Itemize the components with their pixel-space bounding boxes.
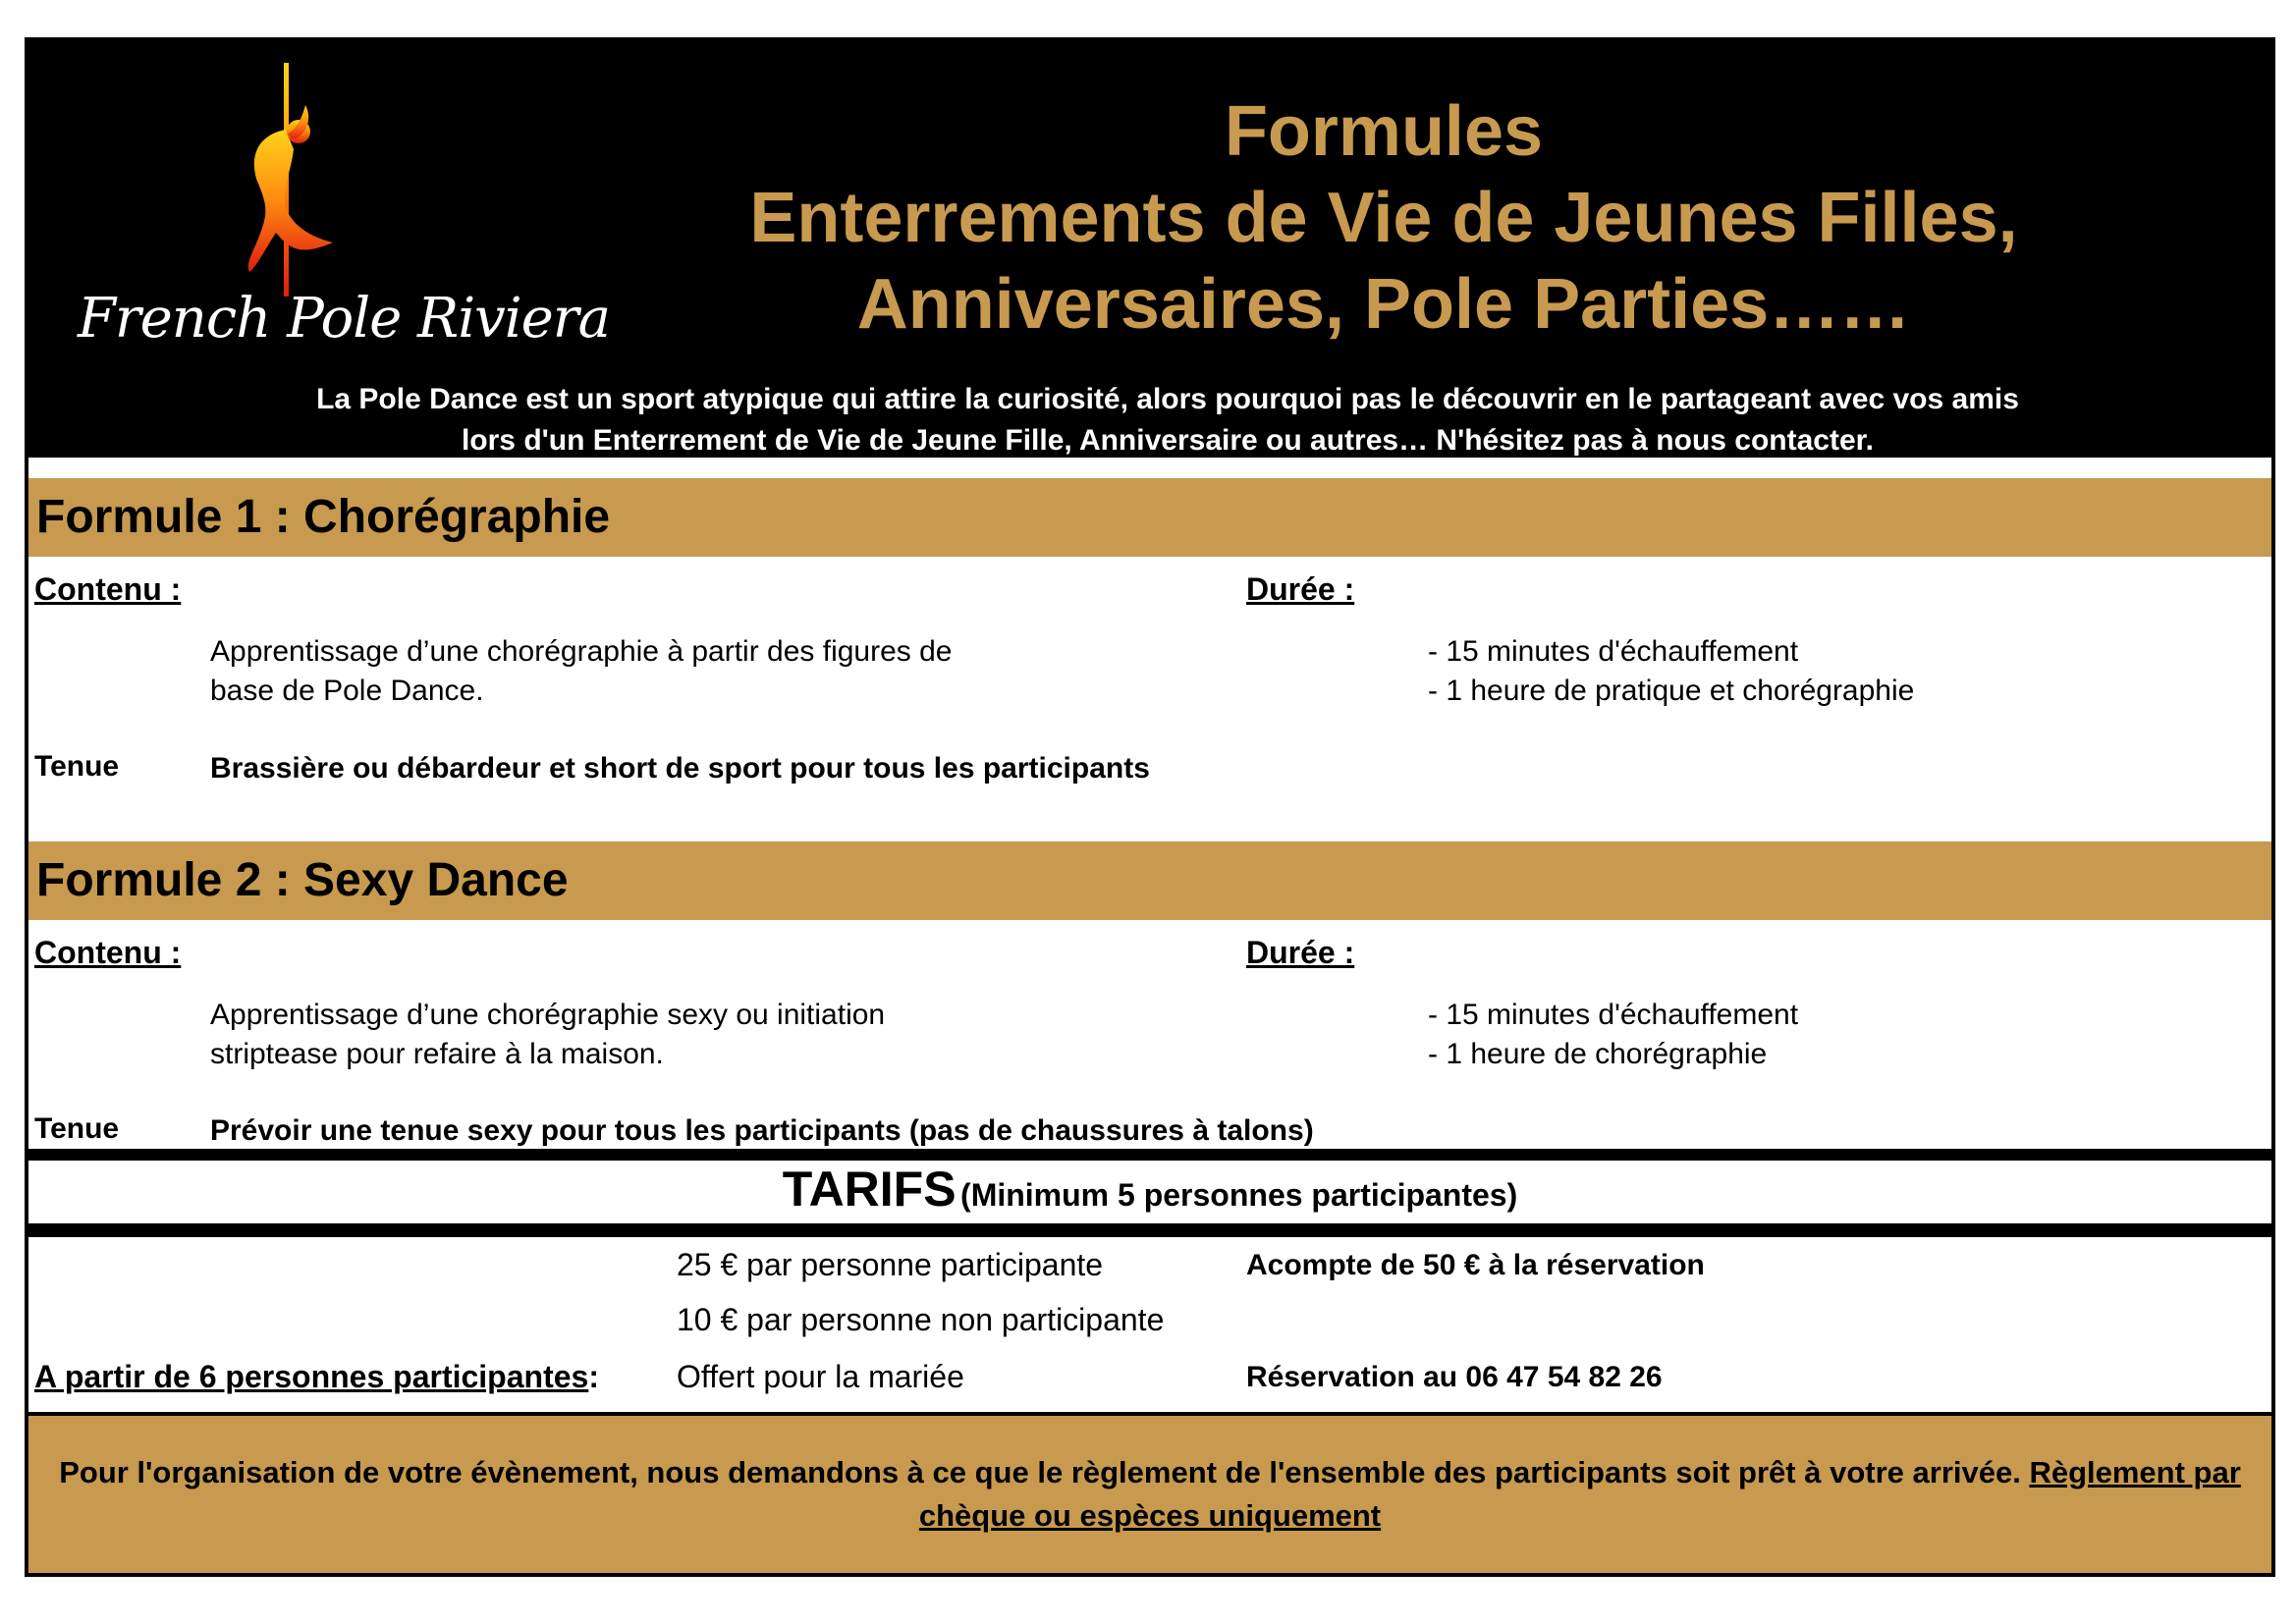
tarifs-title: TARIFS [782, 1162, 957, 1217]
intro-line-1: La Pole Dance est un sport atypique qui attire la curiosité, alors pourquoi pas le découvrir en le partageant avec vos amis [316, 383, 2019, 415]
formule-1-tenue-label: Tenue [34, 750, 120, 783]
logo [48, 61, 610, 395]
tarifs-subtitle: (Minimum 5 personnes participantes) [960, 1177, 1518, 1213]
formule-1-duree [1428, 632, 1914, 711]
formule-1-contenu-line-1: Apprentissage d’une chorégraphie à partir des figures de [210, 635, 953, 668]
divider-top [28, 1149, 2271, 1161]
reservation-text: Réservation au 06 47 54 82 26 [1246, 1361, 1663, 1393]
formule-2-duree [1428, 996, 1798, 1074]
page-title [618, 88, 2150, 348]
formule-2-contenu [210, 996, 885, 1074]
formule-1-contenu-line-2: base de Pole Dance. [210, 675, 484, 707]
formule-2-tenue-text: Prévoir une tenue sexy pour tous les participants (pas de chaussures à talons) [210, 1114, 1314, 1147]
formule-1-contenu [210, 632, 952, 711]
threshold-label: A partir de 6 personnes participantes [34, 1359, 589, 1394]
divider-bottom [28, 1223, 2271, 1237]
formule-1-band [28, 478, 2271, 557]
formule-2-duree-line-1: - 15 minutes d'échauffement [1428, 999, 1799, 1031]
threshold [34, 1359, 599, 1395]
tarifs-header [28, 1161, 2271, 1219]
footer [28, 1416, 2271, 1573]
formule-2-duree-label: Durée : [1246, 935, 1355, 970]
formule-2-title: Formule 2 : Sexy Dance [36, 854, 569, 906]
intro-text [107, 379, 2228, 461]
header [28, 41, 2271, 458]
formule-1-title: Formule 1 : Chorégraphie [36, 491, 611, 543]
formule-1-duree-line-2: - 1 heure de pratique et chorégraphie [1428, 675, 1915, 707]
logo-text: French Pole Riviera [78, 287, 610, 351]
price-bride: Offert pour la mariée [677, 1359, 964, 1394]
threshold-colon: : [588, 1359, 599, 1394]
flyer-frame [25, 37, 2275, 1577]
formule-1-duree-line-1: - 15 minutes d'échauffement [1428, 635, 1799, 668]
footer-payment-text: Règlement par chèque ou espèces uniquement [918, 1455, 2241, 1533]
price-non-participant: 10 € par personne non participante [677, 1302, 1165, 1337]
formule-2-contenu-label: Contenu : [34, 935, 182, 970]
formule-2-contenu-line-1: Apprentissage d’une chorégraphie sexy ou initiation [210, 999, 886, 1031]
formule-2-band [28, 841, 2271, 920]
title-line-1: Formules [1224, 92, 1544, 171]
formule-1-contenu-label: Contenu : [34, 571, 182, 607]
footer-text [58, 1451, 2242, 1538]
intro-line-2: lors d'un Enterrement de Vie de Jeune Fille, Anniversaire ou autres… N'hésitez pas à nous contacter. [461, 424, 1875, 457]
title-line-3: Anniversaires, Pole Parties…… [856, 265, 1911, 344]
formule-1-duree-label: Durée : [1246, 571, 1355, 607]
title-line-2: Enterrements de Vie de Jeunes Filles, [749, 179, 2018, 257]
formule-2-tenue-label: Tenue [34, 1112, 120, 1145]
price-participant: 25 € par personne participante [677, 1247, 1104, 1282]
formule-1-tenue-text: Brassière ou débardeur et short de sport pour tous les participants [210, 752, 1150, 785]
formule-2-duree-line-2: - 1 heure de chorégraphie [1428, 1038, 1768, 1070]
pole-dancer-icon [48, 61, 500, 297]
acompte-text: Acompte de 50 € à la réservation [1246, 1249, 1705, 1281]
formule-2-contenu-line-2: striptease pour refaire à la maison. [210, 1038, 664, 1070]
footer-main-text: Pour l'organisation de votre évènement, nous demandons à ce que le règlement de l'ensemble des participants soit prêt à votre arrivée. [59, 1455, 2030, 1489]
